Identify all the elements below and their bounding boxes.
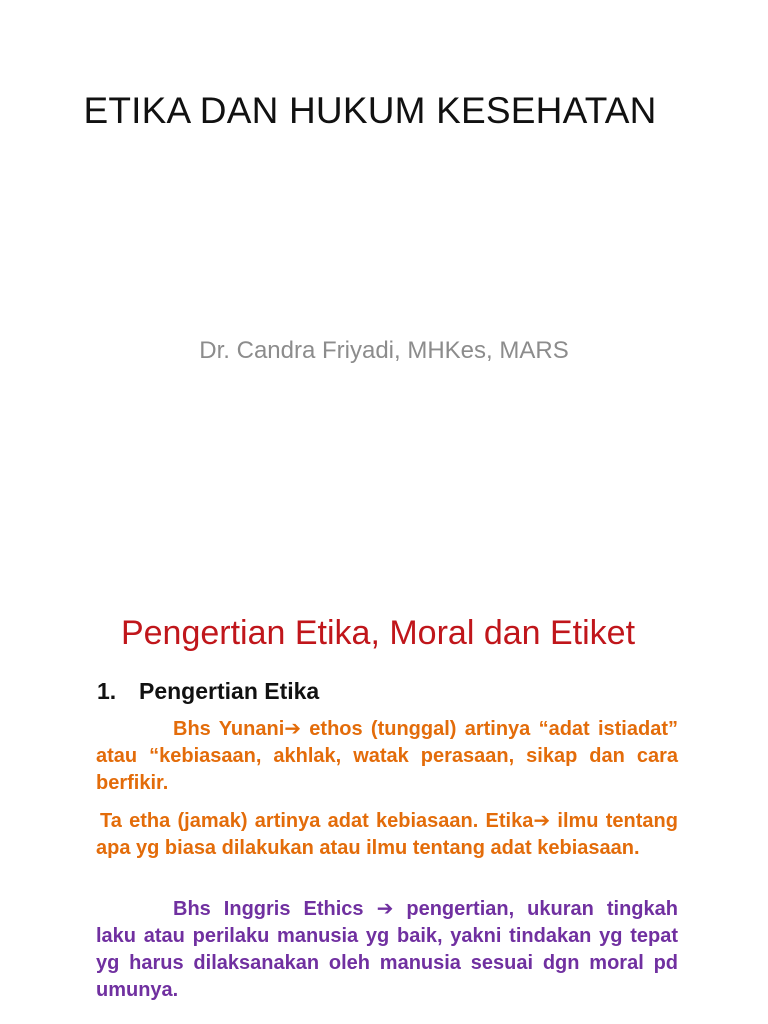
slide-content — [0, 576, 768, 1024]
paragraph-inggris — [96, 896, 678, 1004]
heading-number: 1. — [97, 678, 117, 704]
paragraph-text: Ta etha (jamak) artinya adat kebiasaan. Etika — [100, 810, 534, 832]
paragraph-etha — [96, 808, 678, 862]
slide-heading: Pengertian Etika, Moral dan Etiket — [120, 614, 636, 652]
right-arrow-icon: ➔ — [284, 718, 302, 740]
paragraph-text: Bhs Inggris Ethics — [173, 898, 377, 920]
presenter-name: Dr. Candra Friyadi, MHKes, MARS — [199, 337, 569, 364]
heading-text: Pengertian Etika — [139, 678, 320, 704]
right-arrow-icon: ➔ — [533, 810, 551, 832]
paragraph-text: ilmu tentang apa yg biasa dilakukan atau ilmu tentang adat kebiasaan. — [96, 810, 678, 859]
paragraph-text: pengertian, ukuran tingkah laku atau perilaku manusia yg baik, yakni tindakan yg tepat yg harus dilaksanakan oleh manusia sesuai dgn moral pd umunya. — [96, 898, 678, 1001]
paragraph-yunani — [96, 716, 678, 797]
right-arrow-icon: ➔ — [376, 898, 394, 920]
presentation-title: ETIKA DAN HUKUM KESEHATAN — [83, 90, 657, 131]
paragraph-text: Bhs Yunani — [173, 718, 285, 740]
paragraph-text: ethos (tunggal) artinya “adat istiadat” atau “kebiasaan, akhlak, watak perasaan, sikap dan cara berfikir. — [96, 718, 678, 794]
numbered-heading — [97, 678, 319, 705]
